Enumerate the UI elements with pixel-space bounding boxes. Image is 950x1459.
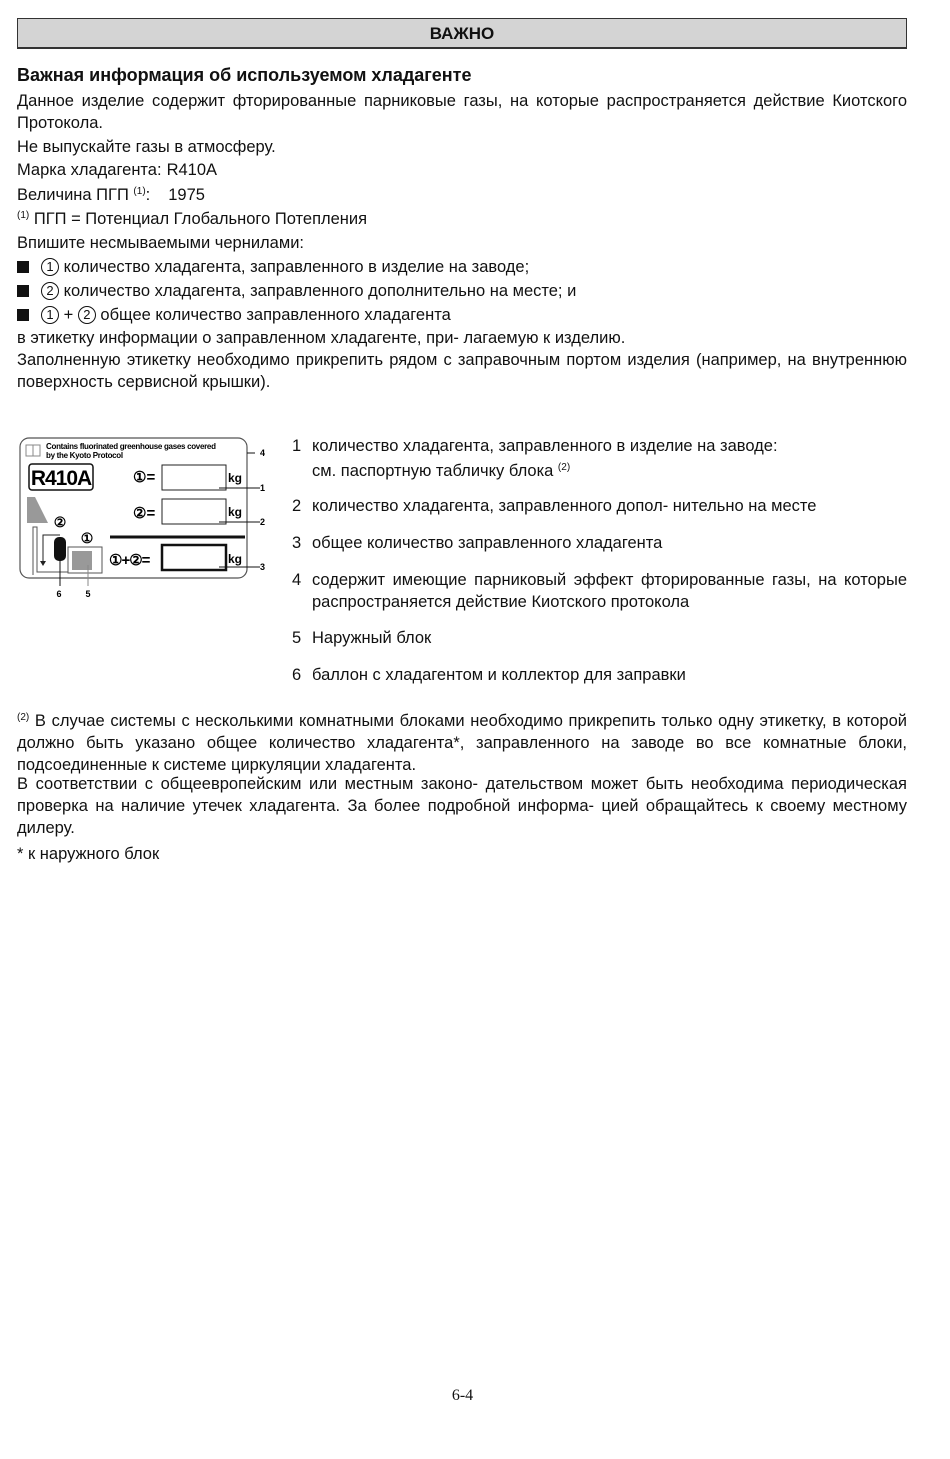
gwp-row: Величина ПГП $^{(1)}$: 1975 <box>17 186 205 204</box>
no-release-text: Не выпускайте газы в атмосферу. <box>17 138 276 156</box>
refrigerant-cylinder-icon <box>54 537 66 561</box>
legend-text: см. паспортную табличку блока <box>312 462 554 480</box>
refrigerant-label-diagram <box>15 430 285 605</box>
gwp-label: Величина ПГП <box>17 186 129 204</box>
legend-item-2 <box>292 495 907 517</box>
footnote-1-text: ПГП = Потенциал Глобального Потепления <box>33 210 368 228</box>
asterisk-note: * к наружного блок <box>17 845 160 863</box>
legend-text: общее количество заправленного хладагента <box>312 534 663 552</box>
unit-kg: kg <box>228 552 243 566</box>
legend-text: количество хладагента, заправленного в изделие на заводе: <box>312 437 778 455</box>
footnote-1-sup: (1) <box>17 210 30 221</box>
legend-num: 3 <box>292 534 302 552</box>
footnote-2 <box>17 707 907 776</box>
banner-title: ВАЖНО <box>429 24 495 43</box>
bullet-item <box>17 256 907 278</box>
legend-text: Наружный блок <box>312 629 432 647</box>
brand-value: R410A <box>166 161 218 179</box>
bullet-text: количество хладагента, заправленного в изделие на заводе; <box>63 258 530 276</box>
section-heading: Важная информация об используемом хладагенте <box>17 65 472 85</box>
square-bullet-icon <box>17 285 29 297</box>
mark-1: ① <box>80 530 94 546</box>
brand-row <box>17 159 907 181</box>
bullet-item <box>17 280 907 302</box>
footnote-2-text: В случае системы с несколькими комнатными блоками необходимо прикрепить только одну этикетку, в которой должно быть указано общее количество хладагента*, заправленного на заводе во все комнатные блоки, подсоединенные к системе циркуляции хладагента. <box>17 712 907 774</box>
bullet-item <box>17 304 907 326</box>
intro-paragraph: Данное изделие содержит фторированные парниковые газы, на которые распространяется действие Киотского Протокола. <box>17 92 907 132</box>
legend-num: 5 <box>292 629 302 647</box>
circled-number: 1 <box>41 258 59 276</box>
legend-item-4 <box>292 569 907 613</box>
label-sentence: в этикетку информации о заправленном хладагенте, при- лагаемую к изделию. <box>17 329 626 347</box>
label-caption: Contains fluorinated greenhouse gases covered <box>46 442 216 451</box>
legend-num: 2 <box>292 497 302 515</box>
mark-2: ② <box>53 514 67 530</box>
legend-item-1 <box>292 435 907 482</box>
square-bullet-icon <box>17 309 29 321</box>
footnote-2-sup: (2) <box>17 712 30 723</box>
refrigerant-badge: R410A <box>30 467 92 490</box>
brand-label: Марка хладагента: <box>17 161 162 179</box>
legend-sup: (2) <box>557 462 571 473</box>
gwp-value: 1975 <box>168 186 205 204</box>
row1-label: ①= <box>133 469 156 486</box>
unit-kg: kg <box>228 471 243 485</box>
callout-2: 2 <box>260 517 266 527</box>
legend-num: 4 <box>292 571 302 589</box>
square-bullet-icon <box>17 261 29 273</box>
write-label: Впишите несмываемыми чернилами: <box>17 234 304 252</box>
legend-text-cont <box>312 457 907 482</box>
circled-number: 2 <box>41 282 59 300</box>
circled-number: 1 <box>41 306 59 324</box>
circled-number: 2 <box>78 306 96 324</box>
callout-4: 4 <box>260 448 266 458</box>
legend-item-5 <box>292 627 907 649</box>
bullet-text: количество хладагента, заправленного дополнительно на месте; и <box>63 282 577 300</box>
section-banner <box>17 18 907 49</box>
page-number: 6-4 <box>451 1387 474 1404</box>
legend-text: содержит имеющие парниковый эффект фторированные газы, на которые распространяется действие Киотского протокола <box>312 571 907 611</box>
legend-text: количество хладагента, заправленного допол- нительно на месте <box>312 497 817 515</box>
attach-sentence: Заполненную этикетку необходимо прикрепить рядом с заправочным портом изделия (например, на внутреннюю поверхность сервисной крышки). <box>17 351 907 391</box>
legend-num: 1 <box>292 437 302 455</box>
plus-sign: + <box>63 306 74 324</box>
callout-6: 6 <box>56 589 62 599</box>
legend-num: 6 <box>292 666 302 684</box>
outdoor-unit-box <box>72 551 92 570</box>
leak-check-paragraph: В соответствии с общеевропейским или местным законо- дательством может быть необходима периодическая проверка на наличие утечек хладагента. За более подробной информа- цией обращайтесь к своему местному дилеру. <box>17 775 907 837</box>
bullet-text: общее количество заправленного хладагента <box>100 306 451 324</box>
callout-3: 3 <box>260 562 266 572</box>
row2-label: ②= <box>133 505 156 522</box>
callout-1: 1 <box>260 483 266 493</box>
footnote-1 <box>17 205 907 230</box>
callout-5: 5 <box>85 589 91 599</box>
legend-item-3 <box>292 532 907 554</box>
legend-item-6 <box>292 664 907 686</box>
unit-kg: kg <box>228 505 243 519</box>
row3-label: ①+②= <box>109 552 150 569</box>
legend-text: баллон с хладагентом и коллектор для заправки <box>312 666 686 684</box>
label-caption: by the Kyoto Protocol <box>46 451 123 460</box>
gwp-sup: (1) <box>133 186 146 197</box>
